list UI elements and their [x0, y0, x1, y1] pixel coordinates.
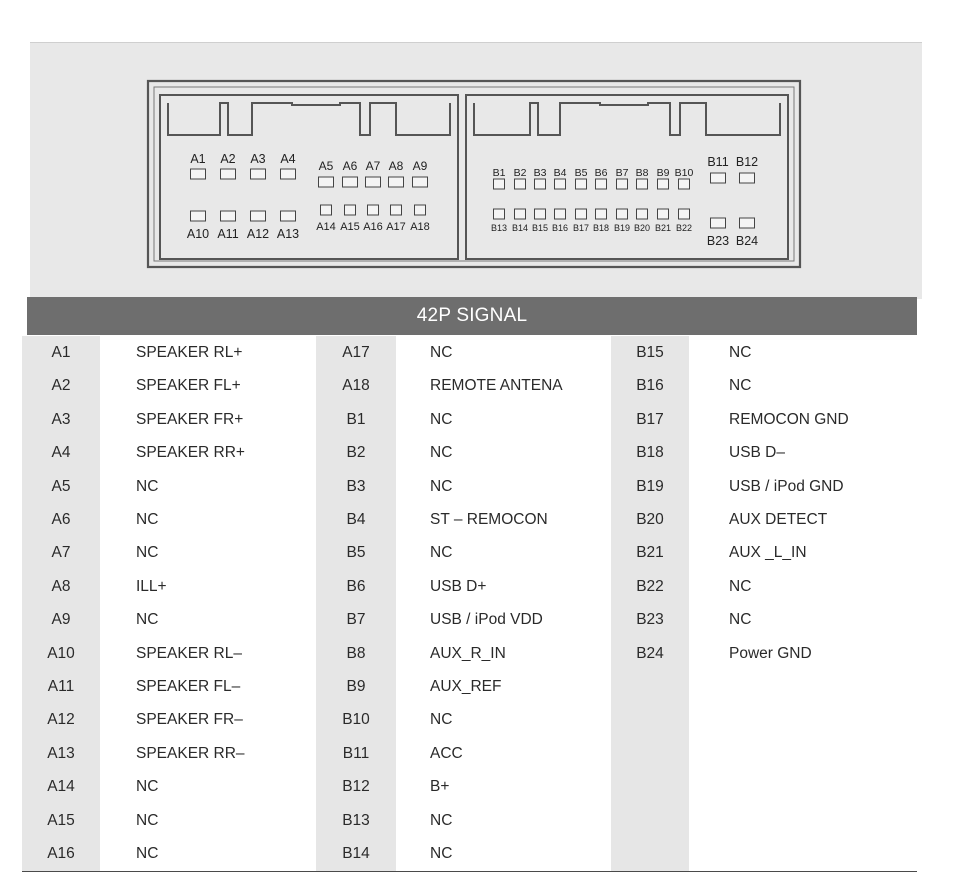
signal-cell-3: AUX DETECT [689, 503, 917, 537]
signal-cell-1: NC [100, 804, 316, 838]
table-row [22, 670, 917, 705]
signal-cell-3: NC [689, 603, 917, 637]
pin-label: A10 [186, 227, 210, 241]
signal-cell-2: NC [396, 804, 611, 838]
signal-cell-1: SPEAKER FR+ [100, 403, 316, 437]
pin-cell-1: A3 [22, 403, 100, 437]
pin-label: A2 [220, 152, 236, 166]
table-row [22, 570, 917, 605]
signal-cell-1: SPEAKER FR– [100, 703, 316, 737]
table-row [22, 470, 917, 505]
signal-cell-2: B+ [396, 770, 611, 804]
pin-socket [413, 177, 428, 187]
table-row [22, 503, 917, 538]
signal-cell-3: Power GND [689, 637, 917, 671]
signal-cell-2: USB / iPod VDD [396, 603, 611, 637]
pin-socket [319, 177, 334, 187]
pin-cell-2: B3 [316, 470, 396, 504]
pin-cell-2: B11 [316, 737, 396, 771]
signal-cell-2: USB D+ [396, 570, 611, 604]
signal-cell-3 [689, 770, 917, 804]
pin-socket [535, 209, 546, 219]
pin-label: B10 [674, 167, 694, 179]
pin-label: B12 [735, 155, 759, 169]
pin-cell-1: A4 [22, 436, 100, 470]
pin-cell-3: B17 [611, 403, 689, 437]
signal-cell-3: NC [689, 570, 917, 604]
pin-cell-2: B4 [316, 503, 396, 537]
pin-socket [711, 173, 726, 183]
table-row [22, 837, 917, 872]
pin-cell-2: B10 [316, 703, 396, 737]
signal-cell-1: NC [100, 603, 316, 637]
pin-label: A1 [190, 152, 206, 166]
signal-cell-3: NC [689, 369, 917, 403]
pin-cell-3: B19 [611, 470, 689, 504]
pin-socket [391, 205, 402, 215]
table-row [22, 436, 917, 471]
pin-cell-1: A15 [22, 804, 100, 838]
pin-label: B17 [572, 223, 590, 233]
pin-cell-1: A9 [22, 603, 100, 637]
pin-cell-2: B1 [316, 403, 396, 437]
table-row [22, 804, 917, 839]
signal-cell-3 [689, 737, 917, 771]
signal-cell-1: NC [100, 536, 316, 570]
table-row [22, 369, 917, 404]
pin-cell-1: A1 [22, 336, 100, 370]
signal-table [22, 336, 917, 871]
table-row [22, 403, 917, 438]
pin-cell-3: B18 [611, 436, 689, 470]
signal-cell-2: ST – REMOCON [396, 503, 611, 537]
pin-socket [658, 209, 669, 219]
connector-diagram [30, 42, 922, 299]
pin-label: B19 [613, 223, 631, 233]
pin-socket [658, 179, 669, 189]
pin-cell-3 [611, 770, 689, 804]
signal-cell-2: NC [396, 703, 611, 737]
signal-cell-1: NC [100, 770, 316, 804]
pin-label: A8 [388, 159, 404, 173]
pin-socket [740, 218, 755, 228]
pin-cell-3 [611, 703, 689, 737]
pin-socket [494, 209, 505, 219]
pin-label: A13 [276, 227, 300, 241]
pin-cell-1: A14 [22, 770, 100, 804]
pin-cell-3 [611, 804, 689, 838]
pin-cell-1: A8 [22, 570, 100, 604]
pin-socket [281, 169, 296, 179]
pin-socket [415, 205, 426, 215]
pin-cell-2: A18 [316, 369, 396, 403]
pin-label: A11 [217, 227, 239, 241]
pin-cell-3 [611, 737, 689, 771]
signal-cell-3: USB D– [689, 436, 917, 470]
pin-label: B16 [551, 223, 569, 233]
pin-label: B20 [633, 223, 651, 233]
connector-drawing [30, 43, 922, 299]
pin-socket [679, 209, 690, 219]
pin-socket [515, 179, 526, 189]
pin-socket [637, 209, 648, 219]
pin-cell-2: B7 [316, 603, 396, 637]
pin-label: B13 [490, 223, 508, 233]
pin-label: B7 [615, 167, 629, 179]
pin-socket [576, 179, 587, 189]
pin-cell-2: B2 [316, 436, 396, 470]
signal-cell-2: NC [396, 436, 611, 470]
pin-label: B21 [654, 223, 672, 233]
pin-label: B11 [707, 155, 729, 169]
pin-socket [555, 179, 566, 189]
pin-label: A14 [316, 221, 336, 233]
signal-cell-2: ACC [396, 737, 611, 771]
pin-cell-1: A11 [22, 670, 100, 704]
pin-label: B18 [592, 223, 610, 233]
signal-cell-3 [689, 837, 917, 871]
pin-socket [343, 177, 358, 187]
pin-cell-3 [611, 670, 689, 704]
signal-cell-3: AUX _L_IN [689, 536, 917, 570]
table-row [22, 703, 917, 738]
pin-socket [368, 205, 379, 215]
pin-cell-2: B8 [316, 637, 396, 671]
pin-label: A3 [250, 152, 266, 166]
pin-cell-3: B15 [611, 336, 689, 370]
pin-label: B2 [513, 167, 527, 179]
a-keying-ribs [168, 103, 450, 135]
pin-cell-1: A16 [22, 837, 100, 871]
pin-label: B9 [656, 167, 670, 179]
pin-label: A12 [246, 227, 270, 241]
signal-cell-3 [689, 670, 917, 704]
signal-cell-1: SPEAKER RR+ [100, 436, 316, 470]
pin-socket [711, 218, 726, 228]
pin-cell-1: A2 [22, 369, 100, 403]
pin-cell-1: A6 [22, 503, 100, 537]
signal-cell-3 [689, 804, 917, 838]
table-row [22, 536, 917, 571]
signal-cell-2: NC [396, 403, 611, 437]
table-row [22, 737, 917, 772]
pin-socket [366, 177, 381, 187]
pin-cell-2: A17 [316, 336, 396, 370]
pin-cell-2: B6 [316, 570, 396, 604]
pin-socket [251, 169, 266, 179]
pin-socket [596, 179, 607, 189]
pin-label: A6 [342, 159, 358, 173]
pin-socket [191, 211, 206, 221]
pin-socket [637, 179, 648, 189]
pin-label: A18 [410, 221, 430, 233]
pin-label: B5 [574, 167, 588, 179]
signal-cell-2: AUX_R_IN [396, 637, 611, 671]
pin-socket [596, 209, 607, 219]
pin-label: B1 [492, 167, 506, 179]
table-title: 42P SIGNAL [27, 297, 917, 335]
pin-label: B15 [531, 223, 549, 233]
pin-socket [617, 209, 628, 219]
pin-label: B8 [635, 167, 649, 179]
pin-label: A7 [365, 159, 381, 173]
b-keying-ribs [474, 103, 780, 135]
pin-cell-1: A13 [22, 737, 100, 771]
signal-cell-1: SPEAKER FL+ [100, 369, 316, 403]
pin-label: B22 [675, 223, 693, 233]
signal-cell-1: SPEAKER RL+ [100, 336, 316, 370]
pin-label: A15 [340, 221, 360, 233]
pin-socket [389, 177, 404, 187]
pin-cell-3: B23 [611, 603, 689, 637]
signal-cell-1: ILL+ [100, 570, 316, 604]
signal-cell-3 [689, 703, 917, 737]
pin-label: B14 [511, 223, 529, 233]
signal-cell-3: REMOCON GND [689, 403, 917, 437]
pin-label: B6 [594, 167, 608, 179]
pin-cell-3: B16 [611, 369, 689, 403]
pin-socket [345, 205, 356, 215]
signal-cell-1: SPEAKER RR– [100, 737, 316, 771]
pin-label: A17 [386, 221, 406, 233]
table-row [22, 336, 917, 371]
signal-cell-2: NC [396, 837, 611, 871]
pin-socket [740, 173, 755, 183]
signal-cell-1: NC [100, 470, 316, 504]
pin-cell-3: B24 [611, 637, 689, 671]
pin-cell-1: A7 [22, 536, 100, 570]
pin-cell-3: B21 [611, 536, 689, 570]
signal-cell-2: NC [396, 536, 611, 570]
pin-socket [617, 179, 628, 189]
signal-cell-2: NC [396, 336, 611, 370]
pin-label: B24 [735, 234, 759, 248]
pin-cell-2: B9 [316, 670, 396, 704]
pin-socket [281, 211, 296, 221]
table-row [22, 603, 917, 638]
pin-cell-2: B13 [316, 804, 396, 838]
pin-label: A5 [318, 159, 334, 173]
pin-cell-1: A5 [22, 470, 100, 504]
pin-label: B23 [706, 234, 730, 248]
pin-socket [535, 179, 546, 189]
pin-socket [251, 211, 266, 221]
pin-cell-2: B12 [316, 770, 396, 804]
pin-socket [576, 209, 587, 219]
pin-cell-2: B14 [316, 837, 396, 871]
pin-cell-3: B22 [611, 570, 689, 604]
pin-socket [679, 179, 690, 189]
pin-label: A9 [412, 159, 428, 173]
pin-socket [494, 179, 505, 189]
pin-label: A4 [280, 152, 296, 166]
signal-cell-2: AUX_REF [396, 670, 611, 704]
pin-socket [515, 209, 526, 219]
signal-cell-2: NC [396, 470, 611, 504]
table-row [22, 770, 917, 805]
pin-cell-3: B20 [611, 503, 689, 537]
pin-label: B4 [553, 167, 567, 179]
pin-label: B3 [533, 167, 547, 179]
pin-socket [191, 169, 206, 179]
pin-socket [221, 211, 236, 221]
pin-socket [321, 205, 332, 215]
pin-cell-3 [611, 837, 689, 871]
pin-cell-1: A12 [22, 703, 100, 737]
signal-cell-1: NC [100, 837, 316, 871]
signal-cell-3: NC [689, 336, 917, 370]
pin-cell-2: B5 [316, 536, 396, 570]
signal-cell-3: USB / iPod GND [689, 470, 917, 504]
pin-cell-1: A10 [22, 637, 100, 671]
pin-socket [221, 169, 236, 179]
signal-cell-1: SPEAKER FL– [100, 670, 316, 704]
pin-label: A16 [363, 221, 383, 233]
signal-cell-1: NC [100, 503, 316, 537]
table-row [22, 637, 917, 672]
pin-socket [555, 209, 566, 219]
signal-cell-1: SPEAKER RL– [100, 637, 316, 671]
signal-cell-2: REMOTE ANTENA [396, 369, 611, 403]
